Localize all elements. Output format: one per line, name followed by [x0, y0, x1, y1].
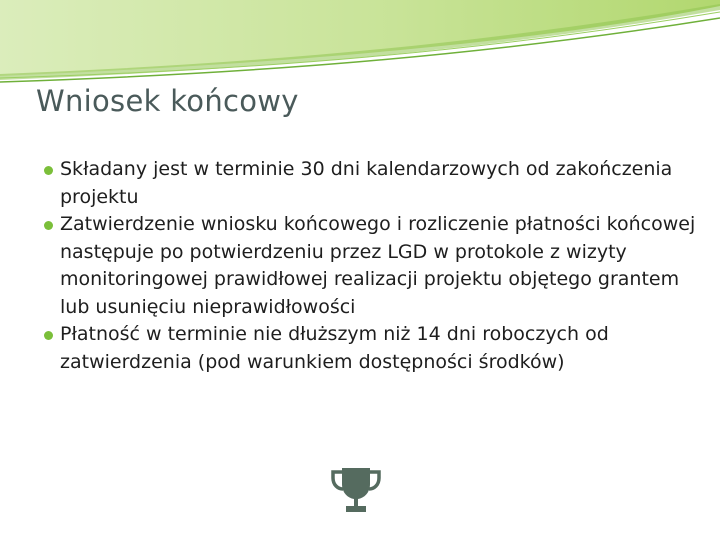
green-dot-icon [44, 166, 53, 175]
green-dot-icon [44, 221, 53, 230]
bullet-text: Składany jest w terminie 30 dni kalendarzowych od zakończenia projektu [60, 158, 673, 208]
bullet-text: Płatność w terminie nie dłuższym niż 14 dni roboczych od zatwierdzenia (pod warunkiem dostępności środków) [60, 323, 609, 373]
bullet-item [44, 156, 704, 211]
trophy-icon [328, 462, 384, 518]
header-wave-decoration [0, 0, 720, 90]
bullet-text: Zatwierdzenie wniosku końcowego i rozliczenie płatności końcowej następuje po potwierdzeniu przez LGD w protokole z wizyty monitoringowej prawidłowej realizacji projektu objętego grantem lub usunięciu nieprawidłowości [60, 213, 696, 318]
bullet-item [44, 211, 704, 321]
slide-title: Wniosek końcowy [36, 84, 299, 118]
bullet-list [44, 156, 704, 376]
green-dot-icon [44, 331, 53, 340]
bullet-item [44, 321, 704, 376]
